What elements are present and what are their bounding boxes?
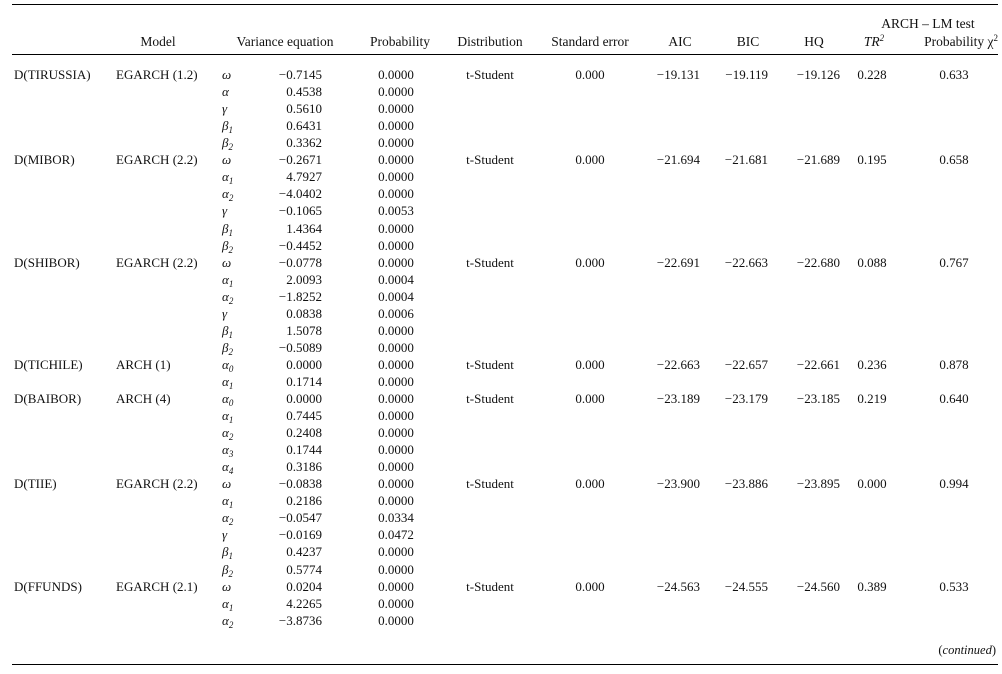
- tr2-value: 0.236: [857, 356, 887, 372]
- probability-value: 0.0000: [378, 476, 414, 492]
- probability-value: 0.0000: [378, 237, 414, 253]
- probability-value: 0.0000: [378, 442, 414, 458]
- model-name: EGARCH (2.1): [116, 578, 198, 594]
- probability-value: 0.0000: [378, 220, 414, 236]
- probability-value: 0.0000: [378, 135, 414, 151]
- coefficient-value: 0.3186: [286, 459, 322, 475]
- coefficient-value: 0.0000: [286, 390, 322, 406]
- coefficient-value: 1.5078: [286, 322, 322, 338]
- standard-error: 0.000: [575, 254, 605, 270]
- series-name: D(MIBOR): [14, 152, 75, 168]
- probability-value: 0.0472: [378, 527, 414, 543]
- param-symbol: γ: [222, 305, 228, 321]
- bic-value: −19.119: [725, 67, 768, 82]
- coefficient-value: 0.7445: [286, 408, 322, 423]
- probability-value: 0.0000: [378, 612, 414, 628]
- bic-value: −23.886: [724, 476, 768, 492]
- param-symbol: $\beta_1$: [222, 544, 233, 562]
- distribution: t-Student: [466, 67, 514, 82]
- distribution: t-Student: [466, 356, 514, 372]
- probability-value: 0.0000: [378, 561, 414, 577]
- probability-value: 0.0000: [378, 459, 414, 475]
- param-symbol: $\alpha_2$: [222, 186, 234, 204]
- hq-value: −19.126: [796, 67, 840, 82]
- param-symbol: $\alpha_1$: [222, 373, 234, 391]
- probability-value: 0.0000: [378, 152, 414, 168]
- tr2-value: 0.000: [857, 476, 887, 492]
- probability-value: 0.0000: [378, 186, 414, 202]
- prob-chi2-value: 0.533: [939, 578, 969, 594]
- probability-value: 0.0000: [378, 578, 414, 594]
- hq-value: −22.661: [796, 356, 840, 372]
- coefficient-value: −0.0169: [278, 527, 322, 543]
- tr2-value: 0.219: [857, 390, 887, 406]
- param-symbol: $\alpha_1$: [222, 493, 234, 511]
- aic-value: −22.691: [656, 254, 700, 270]
- series-name: D(BAIBOR): [14, 390, 82, 406]
- param-symbol: $\alpha_1$: [222, 169, 234, 187]
- tr2-value: 0.088: [857, 254, 887, 270]
- coefficient-value: −0.0547: [278, 510, 322, 526]
- coefficient-value: −0.5089: [278, 339, 322, 355]
- header-bic: BIC: [736, 34, 760, 49]
- aic-value: −23.189: [656, 390, 700, 406]
- series-name: D(TIIE): [14, 476, 57, 492]
- bic-value: −23.179: [724, 390, 768, 406]
- distribution: t-Student: [466, 476, 514, 492]
- probability-value: 0.0000: [378, 67, 414, 82]
- coefficient-value: 0.0204: [286, 578, 322, 594]
- param-symbol: $\alpha_0$: [222, 356, 234, 374]
- aic-value: −23.900: [656, 476, 700, 492]
- standard-error: 0.000: [575, 390, 605, 406]
- param-symbol: γ: [222, 101, 228, 117]
- header-aic: AIC: [668, 34, 692, 49]
- standard-error: 0.000: [575, 356, 605, 372]
- param-symbol: $\beta_2$: [222, 237, 233, 255]
- param-symbol: α: [222, 84, 229, 99]
- probability-value: 0.0004: [378, 288, 414, 304]
- param-symbol: $\alpha_2$: [222, 612, 234, 630]
- param-symbol: $\beta_2$: [222, 135, 233, 153]
- standard-error: 0.000: [575, 476, 605, 492]
- param-symbol: $\alpha_3$: [222, 442, 234, 460]
- series-name: D(FFUNDS): [14, 578, 82, 594]
- probability-value: 0.0334: [378, 510, 414, 526]
- model-name: EGARCH (2.2): [116, 152, 198, 168]
- probability-value: 0.0000: [378, 254, 414, 270]
- standard-error: 0.000: [575, 578, 605, 594]
- standard-error: 0.000: [575, 67, 605, 82]
- probability-value: 0.0000: [378, 356, 414, 372]
- aic-value: −19.131: [656, 67, 700, 82]
- probability-value: 0.0000: [378, 322, 414, 338]
- coefficient-value: 0.2408: [286, 425, 322, 441]
- continued-note: (continued): [938, 643, 996, 657]
- param-symbol: ω: [222, 67, 232, 82]
- param-symbol: γ: [222, 527, 228, 543]
- header-tr2: $TR^2$: [863, 33, 885, 49]
- coefficient-value: 0.6431: [286, 118, 322, 134]
- param-symbol: $\alpha_4$: [222, 459, 234, 477]
- probability-value: 0.0004: [378, 271, 414, 287]
- param-symbol: ω: [222, 152, 232, 168]
- param-symbol: $\beta_2$: [222, 339, 233, 357]
- coefficient-value: 0.1744: [286, 442, 322, 458]
- probability-value: 0.0000: [378, 339, 414, 355]
- param-symbol: $\alpha_0$: [222, 390, 234, 408]
- param-symbol: $\alpha_1$: [222, 271, 234, 289]
- header-model: Model: [140, 34, 176, 49]
- coefficient-value: 0.2186: [286, 493, 322, 509]
- probability-value: 0.0006: [378, 305, 414, 321]
- coefficient-value: −3.8736: [278, 612, 322, 628]
- coefficient-value: −0.1065: [278, 203, 322, 219]
- coefficient-value: −0.0778: [278, 254, 322, 270]
- param-symbol: $\alpha_2$: [222, 425, 234, 443]
- param-symbol: $\alpha_1$: [222, 408, 234, 425]
- model-name: EGARCH (1.2): [116, 67, 198, 82]
- bic-value: −21.681: [724, 152, 768, 168]
- series-name: D(SHIBOR): [14, 254, 80, 270]
- param-symbol: $\beta_1$: [222, 220, 233, 238]
- aic-value: −24.563: [656, 578, 700, 594]
- header-variance-equation: Variance equation: [236, 34, 334, 49]
- model-name: ARCH (1): [116, 356, 171, 372]
- probability-value: 0.0000: [378, 118, 414, 134]
- header-rule: [12, 54, 998, 55]
- distribution: t-Student: [466, 254, 514, 270]
- distribution: t-Student: [466, 578, 514, 594]
- model-name: ARCH (4): [116, 390, 171, 406]
- model-name: EGARCH (2.2): [116, 254, 198, 270]
- prob-chi2-value: 0.640: [939, 390, 969, 406]
- param-symbol: γ: [222, 203, 228, 219]
- coefficient-value: 1.4364: [286, 220, 322, 236]
- param-symbol: $\beta_1$: [222, 118, 233, 136]
- header-standard-error: Standard error: [551, 34, 629, 49]
- standard-error: 0.000: [575, 152, 605, 168]
- coefficient-value: −0.0838: [278, 476, 322, 492]
- hq-value: −23.895: [796, 476, 840, 492]
- param-symbol: $\alpha_1$: [222, 595, 234, 613]
- coefficient-value: −0.4452: [278, 237, 322, 253]
- distribution: t-Student: [466, 390, 514, 406]
- param-symbol: $\alpha_2$: [222, 288, 234, 306]
- probability-value: 0.0000: [378, 169, 414, 185]
- coefficient-value: −0.7145: [278, 67, 322, 82]
- distribution: t-Student: [466, 152, 514, 168]
- header-hq: HQ: [804, 34, 824, 49]
- prob-chi2-value: 0.767: [939, 254, 969, 270]
- param-symbol: ω: [222, 578, 232, 594]
- coefficient-value: 0.1714: [286, 373, 322, 389]
- probability-value: 0.0000: [378, 425, 414, 441]
- coefficient-value: 2.0093: [286, 271, 322, 287]
- param-symbol: ω: [222, 476, 232, 492]
- aic-value: −22.663: [656, 356, 700, 372]
- hq-value: −24.560: [796, 578, 840, 594]
- tr2-value: 0.228: [857, 67, 887, 82]
- probability-value: 0.0000: [378, 390, 414, 406]
- probability-value: 0.0000: [378, 373, 414, 389]
- probability-value: 0.0053: [378, 203, 414, 219]
- prob-chi2-value: 0.878: [939, 356, 969, 372]
- series-name: D(TICHILE): [14, 356, 83, 372]
- coefficient-value: 0.5610: [286, 101, 322, 117]
- prob-chi2-value: 0.633: [939, 67, 969, 82]
- coefficient-value: 0.3362: [286, 135, 322, 151]
- bic-value: −22.663: [724, 254, 768, 270]
- header-probability-chi2: Probability $\chi^2$: [924, 33, 998, 49]
- probability-value: 0.0000: [378, 101, 414, 117]
- coefficient-value: −0.2671: [278, 152, 322, 168]
- coefficient-value: 0.5774: [286, 561, 322, 577]
- coefficient-value: 0.0838: [286, 305, 322, 321]
- coefficient-value: 0.4237: [286, 544, 322, 560]
- probability-value: 0.0000: [378, 493, 414, 509]
- header-distribution: Distribution: [457, 34, 523, 49]
- hq-value: −23.185: [796, 390, 840, 406]
- probability-value: 0.0000: [378, 595, 414, 611]
- probability-value: 0.0000: [378, 84, 414, 99]
- top-rule: [12, 4, 998, 5]
- coefficient-value: −1.8252: [278, 288, 322, 304]
- probability-value: 0.0000: [378, 408, 414, 423]
- param-symbol: $\beta_1$: [222, 322, 233, 340]
- coefficient-value: 4.7927: [286, 169, 322, 185]
- model-name: EGARCH (2.2): [116, 476, 198, 492]
- hq-value: −22.680: [796, 254, 840, 270]
- aic-value: −21.694: [656, 152, 700, 168]
- bottom-rule: [12, 664, 998, 665]
- tr2-value: 0.195: [857, 152, 887, 168]
- param-symbol: $\alpha_2$: [222, 510, 234, 528]
- bic-value: −24.555: [724, 578, 768, 594]
- hq-value: −21.689: [796, 152, 840, 168]
- param-symbol: $\beta_2$: [222, 561, 233, 579]
- tr2-value: 0.389: [857, 578, 887, 594]
- prob-chi2-value: 0.658: [939, 152, 969, 168]
- header-probability: Probability: [370, 34, 430, 49]
- probability-value: 0.0000: [378, 544, 414, 560]
- bic-value: −22.657: [724, 356, 768, 372]
- coefficient-value: 0.4538: [286, 84, 322, 99]
- coefficient-value: 0.0000: [286, 356, 322, 372]
- header-arch-lm-test: ARCH – LM test: [881, 16, 975, 31]
- series-name: D(TIRUSSIA): [14, 67, 91, 82]
- prob-chi2-value: 0.994: [939, 476, 969, 492]
- param-symbol: ω: [222, 254, 232, 270]
- coefficient-value: 4.2265: [286, 595, 322, 611]
- coefficient-value: −4.0402: [278, 186, 322, 202]
